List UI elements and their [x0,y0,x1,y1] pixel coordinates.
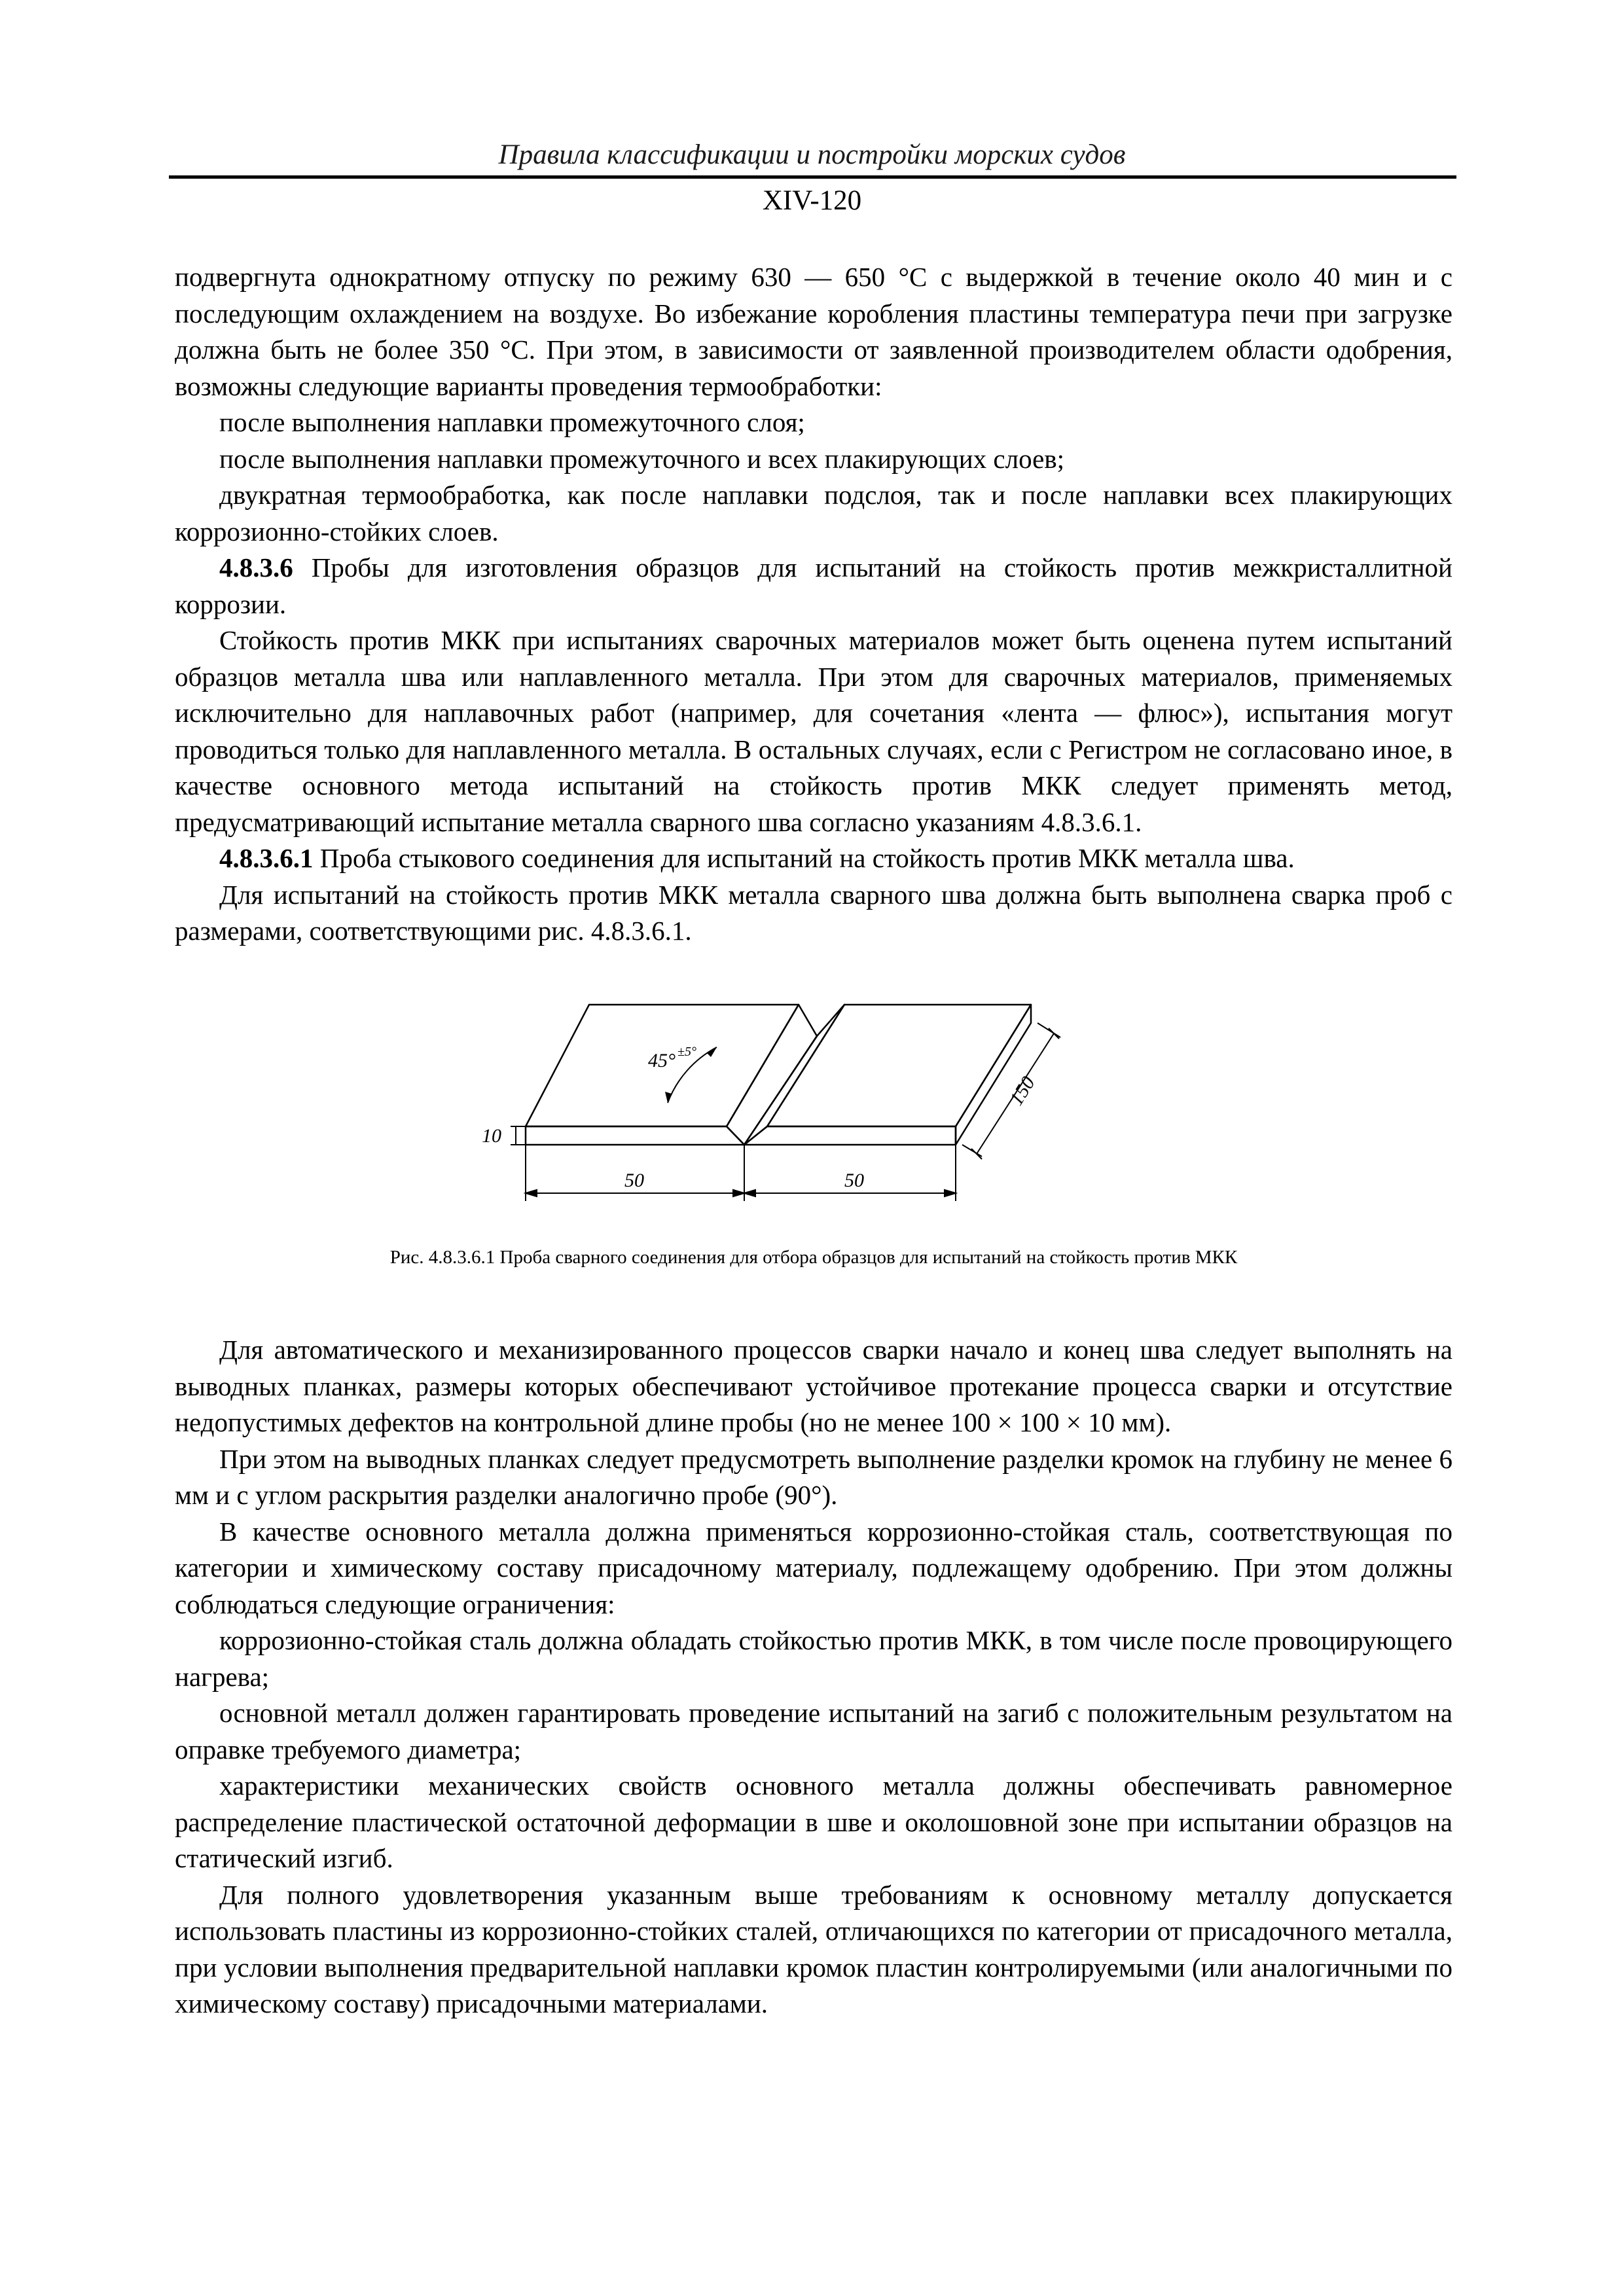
thickness-dimension [511,1126,526,1145]
section-number: 4.8.3.6 [219,552,293,583]
dim-length-label: 150 [1005,1073,1039,1109]
section-text: Пробы для изготовления образцов для испытаний на стойкость против межкристаллитной коррозии. [175,552,1453,619]
dim-left-label: 50 [624,1170,644,1191]
paragraph: Для полного удовлетворения указанным выше требованиям к основному металлу допускается использовать пластины из коррозионно-стойких сталей, отличающихся по категории от присадочного металла, при условии выполнения предварительной наплавки кромок пластин контролируемыми (или аналогичными по химическому составу) присадочными материалами. [175,1879,1453,2018]
body-bottom [175,1332,1453,2022]
list-item: двукратная термообработка, как после наплавки подслоя, так и после наплавки всех плакирующих коррозионно-стойких слоев. [175,480,1453,547]
width-dimension [526,1145,956,1201]
paragraph: Стойкость против МКК при испытаниях сварочных материалов может быть оценена путем испытаний образцов металла шва или наплавленного металла. При этом для сварочных материалов, применяемых исключительно для наплавочных работ (например, для сочетания «лента — флюс»), испытания могут проводиться только для наплавленного металла. В остальных случаях, если с Регистром не согласовано иное, в качестве основного метода испытаний на стойкость против МКК следует применять метод, предусматривающий испытание металла сварного шва согласно указаниям 4.8.3.6.1. [175,625,1453,837]
section-text: Проба стыкового соединения для испытаний на стойкость против МКК металла шва. [313,843,1295,873]
angle-label: 45° [648,1050,676,1071]
header-rule [169,175,1456,179]
list-item: после выполнения наплавки промежуточного и всех плакирующих слоев; [219,443,1065,474]
section-4-8-3-6-1 [175,840,1453,877]
list-item: после выполнения наплавки промежуточного слоя; [219,407,805,437]
page-number: XIV-120 [762,185,862,216]
section-4-8-3-6 [175,550,1453,622]
weld-sample-drawing [458,985,1139,1221]
running-header-title: Правила классификации и постройки морских судов [498,139,1126,170]
dim-right-label: 50 [844,1170,864,1191]
body-top [175,259,1453,950]
groove-right-face [744,1005,844,1145]
angle-tolerance: ±5° [677,1045,696,1059]
paragraph: При этом на выводных планках следует предусмотреть выполнение разделки кромок на глубину не менее 6 мм и с углом раскрытия разделки аналогично пробе (90°). [175,1443,1453,1510]
right-plate-front [744,1126,956,1145]
paragraph: В качестве основного металла должна применяться коррозионно-стойкая сталь, соответствующая по категории и химическому составу присадочному материалу, подлежащему одобрению. При этом должны соблюдаться следующие ограничения: [175,1516,1453,1619]
paragraph: Для автоматического и механизированного процессов сварки начало и конец шва следует выполнять на выводных планках, размеры которых обеспечивают устойчивое протекание процесса сварки и отсутствие недопустимых дефектов на контрольной длине пробы (но не менее 100 × 100 × 10 мм). [175,1335,1453,1437]
list-item: коррозионно-стойкая сталь должна обладать стойкостью против МКК, в том числе после провоцирующего нагрева; [175,1625,1453,1692]
list-item: характеристики механических свойств основного металла должны обеспечивать равномерное распределение пластической остаточной деформации в шве и околошовной зоне при испытании образцов на статический изгиб. [175,1770,1453,1873]
groove-left-face [727,1005,817,1145]
right-plate-top [767,1005,1031,1126]
section-number: 4.8.3.6.1 [219,843,314,873]
list-item: основной металл должен гарантировать проведение испытаний на загиб с положительным результатом на оправке требуемого диаметра; [175,1698,1453,1765]
paragraph: Для испытаний на стойкость против МКК металла сварного шва должна быть выполнена сварка проб с размерами, соответствующими рис. 4.8.3.6.1. [175,879,1453,946]
figure-caption: Рис. 4.8.3.6.1 Проба сварного соединения для отбора образцов для испытаний на стойкость против МКК [389,1247,1238,1268]
weld-sample-figure [458,985,1139,1221]
paragraph: подвергнута однократному отпуску по режиму 630 — 650 °C с выдержкой в течение около 40 мин и с последующим охлаждением на воздухе. Во избежание коробления пластины температура печи при загрузке должна быть не более 350 °C. При этом, в зависимости от заявленной производителем области одобрения, возможны следующие варианты проведения термообработки: [175,262,1453,401]
dim-thickness-label: 10 [482,1125,501,1147]
left-plate-front [526,1126,744,1145]
